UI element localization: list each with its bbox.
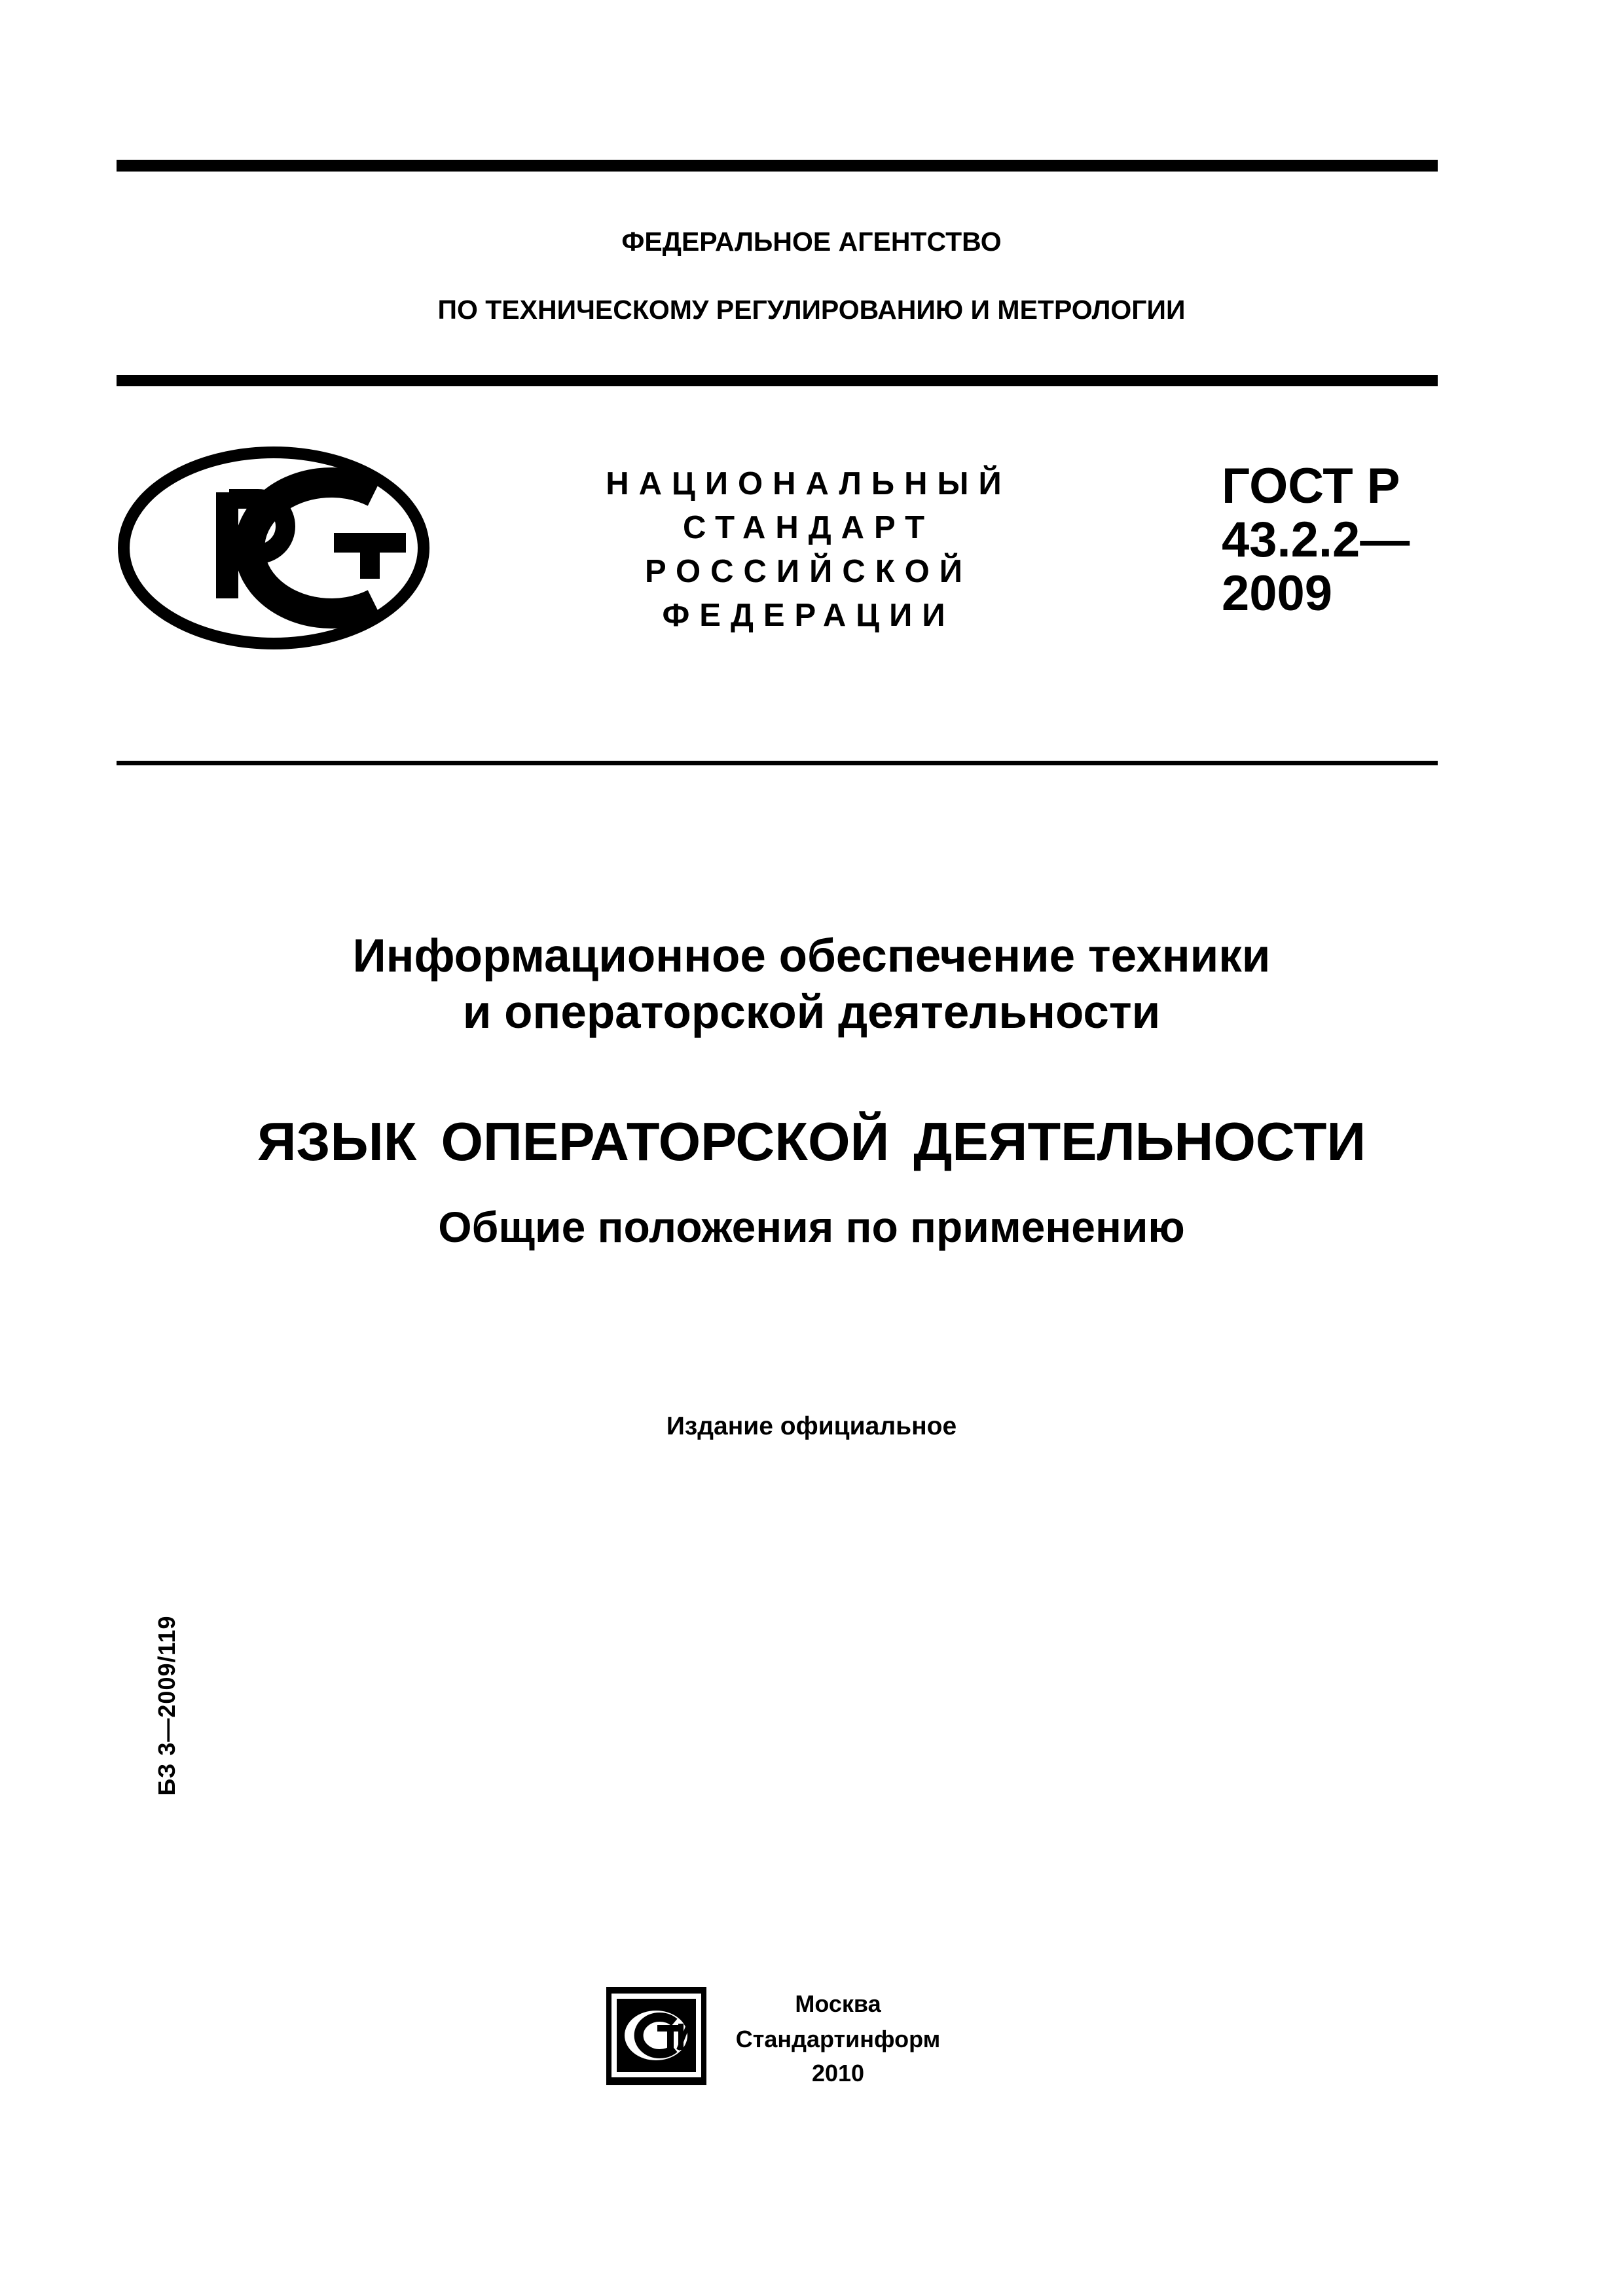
publisher-name: Стандартинформ bbox=[735, 2026, 941, 2052]
title-line-2: и операторской деятельности bbox=[462, 987, 1161, 1038]
top-thick-rule bbox=[117, 160, 1438, 172]
agency-line-1: ФЕДЕРАЛЬНОЕ АГЕНТСТВО bbox=[621, 227, 1002, 257]
gost-number-line-1: ГОСТ Р bbox=[1222, 458, 1400, 514]
publisher-year: 2010 bbox=[811, 2060, 865, 2086]
title-line-1: Информационное обеспечение техники bbox=[352, 930, 1271, 982]
gost-r-logo-icon bbox=[118, 446, 429, 649]
main-title: ЯЗЫК ОПЕРАТОРСКОЙ ДЕЯТЕЛЬНОСТИ bbox=[257, 1111, 1366, 1172]
standartinform-logo-icon bbox=[606, 1987, 706, 2085]
gost-number bbox=[1222, 460, 1410, 621]
national-line-3: РОССИЙСКОЙ bbox=[645, 554, 972, 589]
agency-bottom-rule bbox=[117, 375, 1438, 386]
national-line-2: СТАНДАРТ bbox=[682, 510, 935, 545]
bz-code: БЗ 3—2009/119 bbox=[153, 1615, 180, 1796]
publisher-city: Москва bbox=[795, 1990, 881, 2017]
subtitle: Общие положения по применению bbox=[438, 1203, 1185, 1251]
national-standard-label bbox=[579, 462, 1038, 638]
gost-number-line-2: 43.2.2— bbox=[1222, 512, 1410, 568]
agency-line-2: ПО ТЕХНИЧЕСКОМУ РЕГУЛИРОВАНИЮ И МЕТРОЛОГИИ bbox=[437, 295, 1186, 325]
header-bottom-rule bbox=[117, 761, 1438, 765]
national-line-4: ФЕДЕРАЦИИ bbox=[662, 598, 955, 633]
gost-number-line-3: 2009 bbox=[1222, 566, 1333, 621]
national-line-1: НАЦИОНАЛЬНЫЙ bbox=[606, 466, 1012, 501]
edition-note: Издание официальное bbox=[666, 1412, 957, 1440]
